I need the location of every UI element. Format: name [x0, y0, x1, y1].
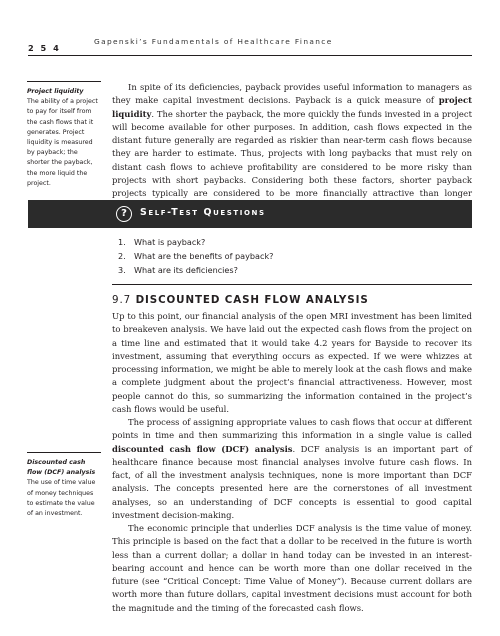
- question-text: What is payback?: [134, 237, 206, 247]
- margin-note-project-liquidity: [27, 81, 101, 189]
- question-item: [112, 249, 452, 263]
- margin-note-term: Discounted cash flow (DCF) analysis: [27, 459, 96, 477]
- paragraph-run: . DCF analysis is an important part of healthcare finance because most financial analyses involve future cash flows. In fact, of all the investment analysis techniques, none is more important than DCF analysis. The concepts presented here are the cornerstones of all investment analyses, so an understanding of DCF concepts is essential to good capital investment decision-making.: [112, 443, 473, 520]
- margin-note-definition: The ability of a project to pay for itself from the cash flows that it generates. Project liquidity is measured by payback; the shorter the payback, the more liquid the project.: [27, 98, 98, 187]
- margin-note-rule: [27, 452, 101, 453]
- running-header: [28, 36, 472, 53]
- paragraph-text: The economic principle that underlies DCF analysis is the time value of money. This principle is based on the fact that a dollar to be received in the future is worth less than a current dollar; a dollar in hand today can be invested in an interest-bearing account and hence can be worth more than one dollar received in the future (see “Critical Concept: Time Value of Money”). Because current dollars are worth more than future dollars, capital investment decisions must account for both the magnitude and the timing of the forecasted cash flows.: [112, 523, 472, 613]
- section-heading: [112, 294, 369, 306]
- margin-note-term: Project liquidity: [27, 88, 84, 95]
- margin-note-rule: [27, 81, 101, 82]
- question-number: 3.: [118, 265, 126, 276]
- page-number: 2 5 4: [28, 43, 61, 53]
- section-title: DISCOUNTED CASH FLOW ANALYSIS: [135, 294, 369, 306]
- key-term: project liquidity: [112, 95, 472, 119]
- paragraph-run: . The shorter the payback, the more quickly the funds invested in a project will become available for other purposes. In addition, cash flows expected in the distant future generally are regarded as riskier than near-term cash flows because they are harder to estimate. Thus, projects with long paybacks that must rely on distant cash flows to achieve profitability are considered to be more risky than projects with short paybacks. Considering both these factors, shorter payback projects typically are considered to be more financially attractive than longer: [112, 108, 472, 198]
- margin-note-definition: The use of time value of money techniques to estimate the value of an investment.: [27, 479, 96, 518]
- section-body: [112, 310, 472, 615]
- paragraph-run: The process of assigning appropriate values to cash flows that occur at different points in time and then summarizing this information in a single value is called: [112, 417, 472, 441]
- questions-rule: [112, 284, 472, 285]
- section-number: 9.7: [112, 294, 132, 306]
- question-icon: ?: [116, 206, 132, 222]
- intro-paragraph: [112, 81, 472, 214]
- question-text: What are its deficiencies?: [134, 265, 238, 276]
- question-text: What are the benefits of payback?: [134, 251, 274, 262]
- header-rule: [28, 55, 472, 56]
- question-number: 2.: [118, 251, 126, 262]
- self-test-banner: [28, 200, 472, 228]
- paragraph-text: Up to this point, our financial analysis of the open MRI investment has been limited to breakeven analysis. We have laid out the expected cash flows from the project on a time line and estimated that it would take 4.2 years for Bayside to recover its investment, assuming that everything occurs as expected. If we were whizzes at processing information, we might be able to merely look at the cash flows and make a complete judgment about the project’s financial attractiveness. However, most people cannot do this, so summarizing the information contained in the project’s cash flows would be useful.: [112, 311, 472, 414]
- margin-note-dcf-analysis: [27, 452, 101, 519]
- question-item: [112, 263, 452, 277]
- self-test-questions: [112, 235, 452, 278]
- self-test-title: Self-Test Questions: [140, 207, 266, 218]
- paragraph-text: [112, 416, 472, 522]
- question-item: [112, 235, 452, 249]
- paragraph-text: [112, 81, 472, 214]
- question-number: 1.: [118, 237, 126, 247]
- key-term: discounted cash flow (DCF) analysis: [112, 443, 293, 454]
- paragraph-run: In spite of its deficiencies, payback provides useful information to managers as they make capital investment decisions. Payback is a quick measure of: [112, 82, 472, 106]
- book-title: Gapenski’s Fundamentals of Healthcare Finance: [94, 37, 333, 46]
